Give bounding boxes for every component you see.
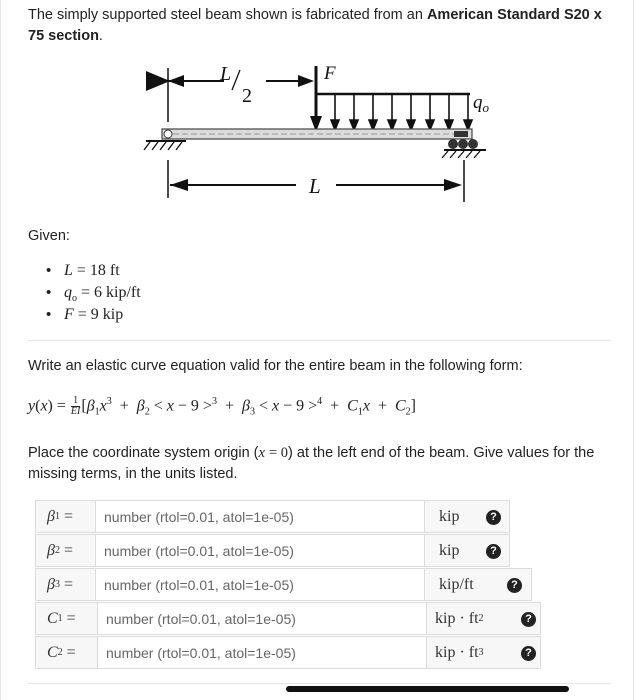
beta3-input[interactable]: number (rtol=0.01, atol=1e-05) [95,568,425,601]
given-item-load: • $q_o = 6$ kip/ft [46,282,141,304]
c1-unit: kip · ft 2 [426,602,541,635]
beta2-label: β 2 = [35,534,96,567]
load-label: $q_o$ [473,92,489,115]
beta1-label: β 1 = [35,500,96,533]
c2-unit: kip · ft 3 [426,636,541,669]
beta1-input[interactable]: number (rtol=0.01, atol=1e-05) [95,500,425,533]
span-label: L [309,174,321,198]
beta1-unit: kip [424,500,510,533]
given-item-length: • L = 18 ft [46,260,141,282]
beta3-unit: kip/ft [424,568,532,601]
distributed-load-arrows [331,94,472,130]
bottom-divider [28,683,611,684]
beta2-help-icon[interactable]: ? [486,544,501,559]
divider [28,340,611,341]
beta3-help-icon[interactable]: ? [507,578,522,593]
section-name: American Standard S20 x 75 section [28,7,602,44]
c2-input[interactable]: number (rtol=0.01, atol=1e-05) [97,636,427,669]
elastic-curve-equation: y(x) = $\frac{1}{EI}$ $[\beta_1x^3 + \beta_2 < x - 9 >^3 + \beta_3 < x - 9 >^4 + C_1x + C_2]$ [28,395,416,418]
c2-help-icon[interactable]: ? [521,646,536,661]
given-label: Given: [28,228,70,244]
c1-input[interactable]: number (rtol=0.01, atol=1e-05) [97,602,427,635]
c2-label: C 2 = [35,636,98,669]
home-indicator[interactable] [286,686,569,692]
half-span-label: L [220,63,232,85]
beta2-unit: kip [424,534,510,567]
half-span-divisor: 2 [242,85,252,107]
beam-diagram [136,60,506,210]
beta2-input[interactable]: number (rtol=0.01, atol=1e-05) [95,534,425,567]
force-label: F [324,63,336,84]
c1-label: C 1 = [35,602,98,635]
instruction-equation-form: Write an elastic curve equation valid for the entire beam in the following form: [28,358,523,374]
problem-statement: The simply supported steel beam shown is fabricated from an American Standard S20 x 75 section. [28,7,602,44]
beta3-label: β 3 = [35,568,96,601]
c1-help-icon[interactable]: ? [521,612,536,627]
given-list [46,260,141,326]
given-item-force: • F = 9 kip [46,304,141,326]
beta1-help-icon[interactable]: ? [486,510,501,525]
instruction-origin: Place the coordinate system origin (x = 0) at the left end of the beam. Give values for the missing terms, in the units listed. [28,445,595,482]
